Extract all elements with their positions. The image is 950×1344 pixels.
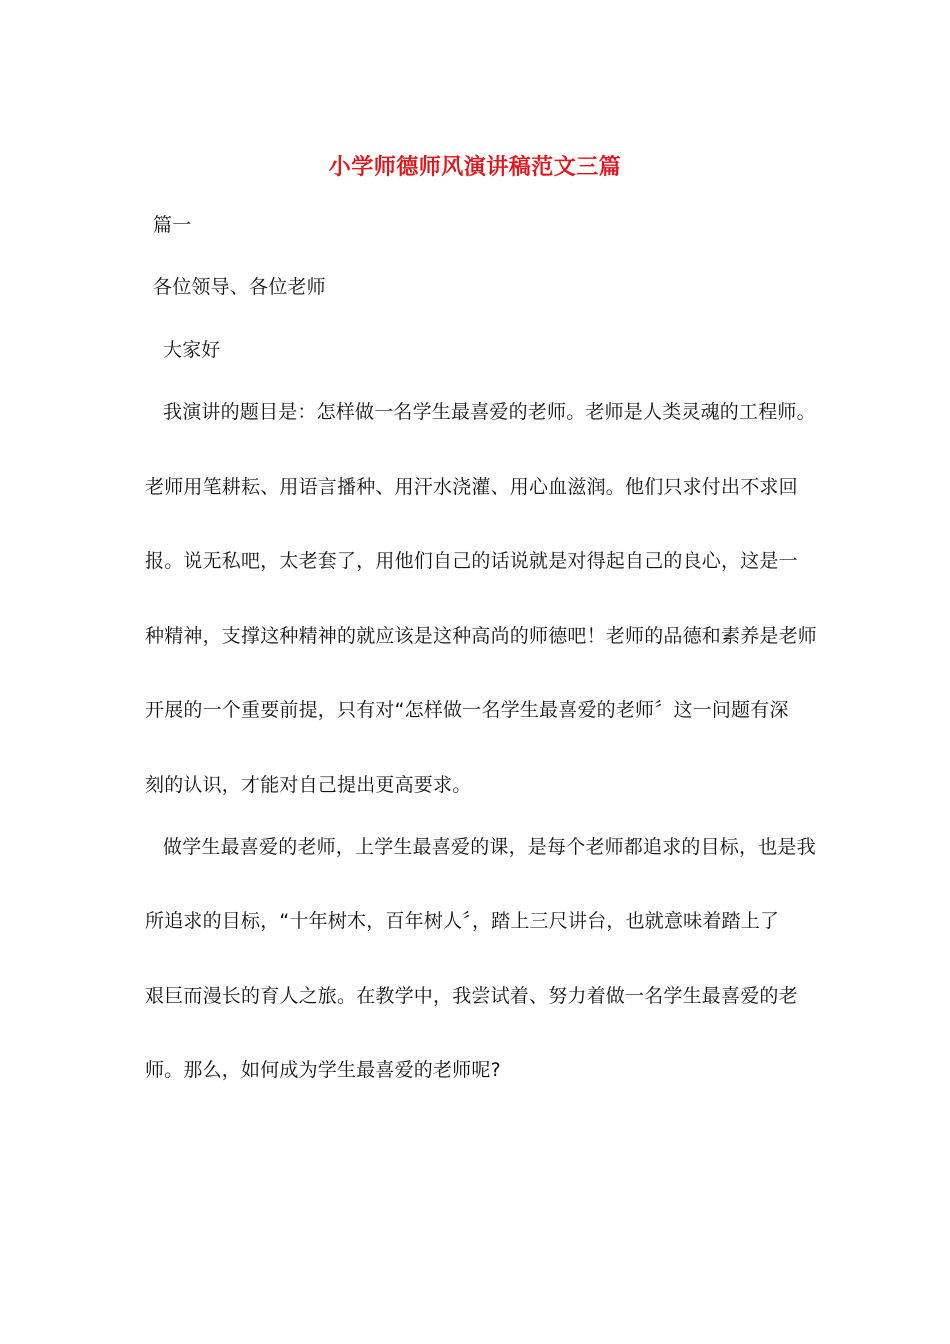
paragraph-line: 艰巨而漫长的育人之旅。在教学中，我尝试着、努力着做一名学生最喜爱的老 [145,985,798,1007]
section-heading: 篇一 [153,214,192,236]
greeting: 大家好 [163,339,221,361]
paragraph-line: 老师用笔耕耘、用语言播种、用汗水浇灌、用心血滋润。他们只求付出不求回 [145,476,798,498]
paragraph-line: 所追求的目标，“十年树木，百年树人〞，踏上三尺讲台，也就意味着踏上了 [145,910,780,932]
paragraph-line: 开展的一个重要前提，只有对“怎样做一名学生最喜爱的老师〞这一问题有深 [145,699,789,721]
document-title: 小学师德师风演讲稿范文三篇 [328,154,622,180]
paragraph-line: 种精神，支撑这种精神的就应该是这种高尚的师德吧！老师的品德和素养是老师 [145,625,818,647]
paragraph-line: 我演讲的题目是：怎样做一名学生最喜爱的老师。老师是人类灵魂的工程师。 [163,401,816,423]
paragraph-line: 刻的认识，才能对自己提出更高要求。 [145,774,472,796]
paragraph-line: 做学生最喜爱的老师，上学生最喜爱的课，是每个老师都追求的目标，也是我 [163,836,816,858]
salutation: 各位领导、各位老师 [153,276,326,298]
paragraph-line: 报。说无私吧，太老套了，用他们自己的话说就是对得起自己的良心，这是一 [145,550,798,572]
paragraph-line: 师。那么，如何成为学生最喜爱的老师呢? [145,1059,501,1081]
